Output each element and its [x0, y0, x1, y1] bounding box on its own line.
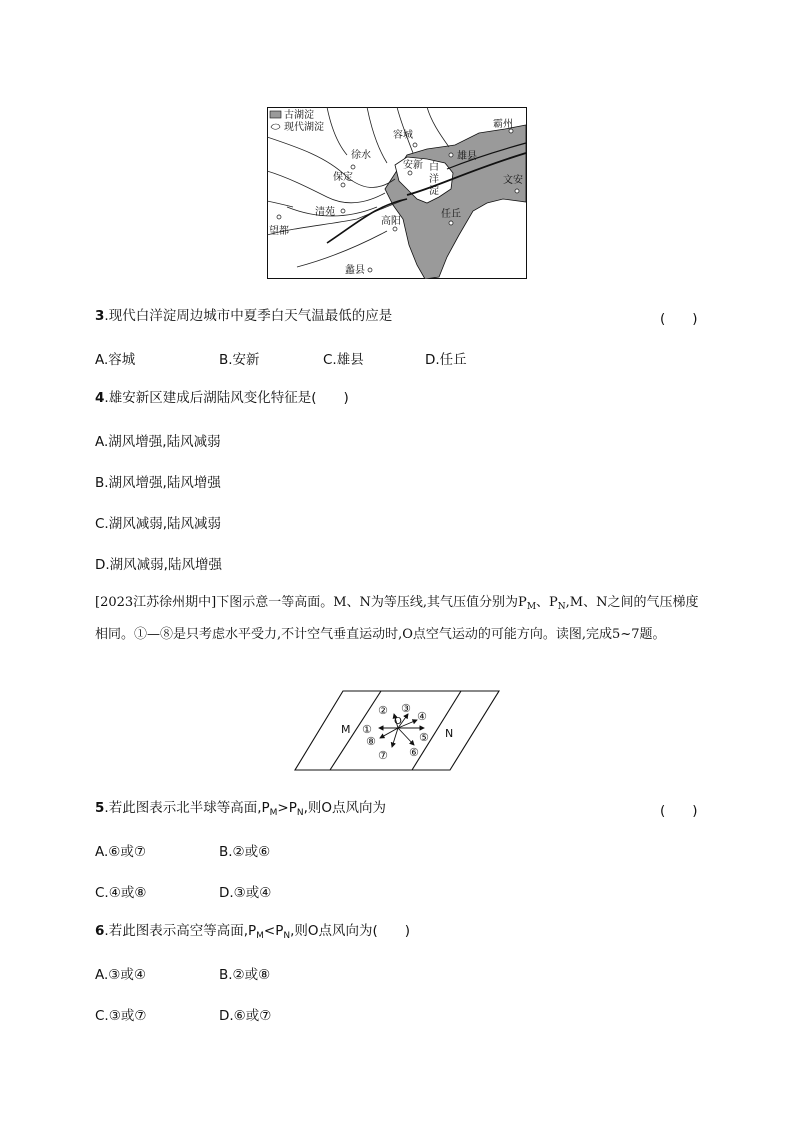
- q4-option-d[interactable]: D.湖风减弱,陆风增强: [95, 557, 222, 573]
- q3-option-c[interactable]: C.雄县: [323, 352, 364, 368]
- label-arrow-3: ③: [401, 702, 411, 715]
- label-arrow-2: ②: [378, 704, 388, 717]
- map-label-dian: 淀: [429, 186, 439, 197]
- q5-option-d[interactable]: D.③或④: [219, 885, 272, 901]
- label-o: O: [394, 716, 402, 727]
- question-4-text: .雄安新区建成后湖陆风变化特征是( ): [104, 390, 349, 406]
- question-6-sub-n: N: [283, 931, 291, 941]
- label-arrow-8: ⑧: [366, 735, 376, 748]
- label-arrow-4: ④: [417, 710, 427, 723]
- q4-option-a[interactable]: A.湖风增强,陆风减弱: [95, 434, 221, 450]
- question-6-text-b: <P: [263, 923, 284, 939]
- map-label-renqiu: 任丘: [441, 209, 461, 220]
- map-label-xushui: 徐水: [351, 150, 371, 161]
- intro-sub-n: N: [557, 602, 566, 612]
- label-arrow-6: ⑥: [409, 746, 419, 759]
- question-5-text-a: .若此图表示北半球等高面,P: [104, 800, 270, 816]
- map-label-anxin: 安新: [403, 160, 423, 171]
- question-6-text-a: .若此图表示高空等高面,P: [104, 923, 257, 939]
- question-3: [95, 307, 392, 325]
- q6-option-b[interactable]: B.②或⑧: [219, 967, 271, 983]
- intro-paragraph: [95, 589, 705, 649]
- legend-modern-label: 现代湖淀: [284, 122, 324, 133]
- label-n: N: [445, 727, 454, 740]
- q6-option-a[interactable]: A.③或④: [95, 967, 146, 983]
- map-label-gaoyang: 高阳: [381, 216, 401, 227]
- map-label-bazhou: 霸州: [493, 119, 513, 130]
- intro-source: [2023江苏徐州期中]: [95, 595, 217, 610]
- map-label-qingyuan: 清苑: [315, 207, 335, 218]
- map-label-bai: 白: [429, 162, 439, 173]
- intro-part1: 下图示意一等高面。M、N为等压线,其气压值分别为P: [216, 595, 527, 610]
- question-4-number: 4: [95, 390, 105, 406]
- question-3-answer-paren: ( ): [660, 311, 698, 327]
- question-3-number: 3: [95, 308, 105, 324]
- q4-option-b[interactable]: B.湖风增强,陆风增强: [95, 475, 221, 491]
- map-label-rongcheng: 容城: [393, 130, 413, 141]
- q5-option-c[interactable]: C.④或⑧: [95, 885, 147, 901]
- label-arrow-5: ⑤: [419, 731, 429, 744]
- q3-option-b[interactable]: B.安新: [219, 352, 260, 368]
- label-m: M: [341, 723, 351, 736]
- question-5: [95, 799, 386, 822]
- question-4: [95, 389, 349, 407]
- map-label-xiongxian: 雄县: [457, 151, 477, 162]
- question-5-sub-n: N: [296, 808, 304, 818]
- map-label-yang: 洋: [429, 174, 439, 185]
- question-6-text-c: ,则O点风向为( ): [290, 923, 411, 939]
- pressure-diagram: [293, 690, 501, 772]
- intro-sub-m: M: [526, 602, 537, 612]
- map-label-baoding: 保定: [333, 172, 353, 183]
- question-3-text: .现代白洋淀周边城市中夏季白天气温最低的应是: [104, 308, 393, 324]
- q5-option-a[interactable]: A.⑥或⑦: [95, 844, 146, 860]
- question-5-sub-m: M: [269, 808, 278, 818]
- question-5-text-b: >P: [277, 800, 297, 816]
- map-label-lixian: 蠡县: [345, 265, 365, 276]
- intro-part2: 、P: [536, 595, 558, 610]
- question-5-number: 5: [95, 800, 105, 816]
- label-arrow-1: ①: [362, 723, 372, 736]
- q4-option-c[interactable]: C.湖风减弱,陆风减弱: [95, 516, 222, 532]
- question-5-answer-paren: ( ): [660, 803, 698, 819]
- q5-option-b[interactable]: B.②或⑥: [219, 844, 271, 860]
- baiyangdian-map: [267, 107, 527, 279]
- legend-ancient-swatch: [270, 111, 281, 118]
- question-5-text-c: ,则O点风向为: [303, 800, 387, 816]
- map-label-wenan: 文安: [503, 175, 523, 186]
- q3-option-d[interactable]: D.任丘: [425, 352, 467, 368]
- q3-option-a[interactable]: A.容城: [95, 352, 136, 368]
- intro-part3: ,M、N之间的气压梯度相同。①—⑧是只考虑水平受力,不计空气垂直运动时,O点空气运动的可能方向。读图,完成5~7题。: [95, 595, 699, 642]
- legend-ancient-label: 古湖淀: [284, 110, 314, 121]
- label-arrow-7: ⑦: [378, 749, 388, 762]
- question-6-number: 6: [95, 923, 105, 939]
- map-label-wangdu: 望都: [269, 226, 289, 237]
- question-6: [95, 922, 410, 945]
- question-6-sub-m: M: [256, 931, 264, 941]
- q6-option-c[interactable]: C.③或⑦: [95, 1008, 147, 1024]
- q6-option-d[interactable]: D.⑥或⑦: [219, 1008, 272, 1024]
